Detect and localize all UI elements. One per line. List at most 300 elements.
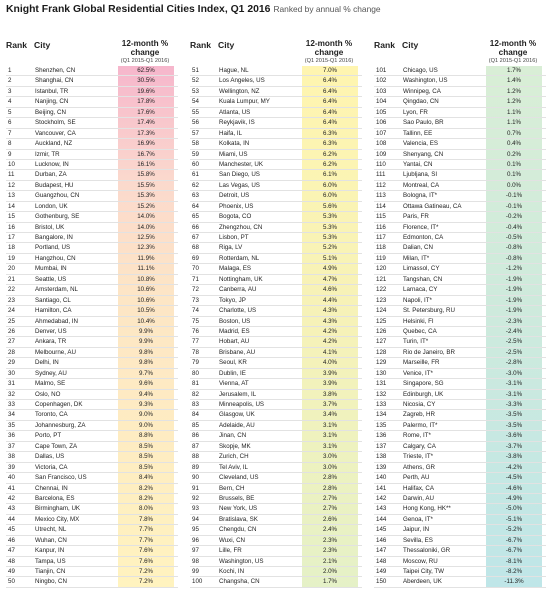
city-cell: Wellington, NZ [219,87,260,95]
city-cell: Calgary, CA [403,442,436,450]
rank-cell: 43 [8,505,15,513]
title-text: Knight Frank Global Residential Cities Index, Q1 2016 [6,4,271,15]
change-cell: -1.9% [505,275,523,283]
city-cell: Canberra, AU [219,286,257,294]
rank-cell: 12 [8,181,15,189]
table-row [6,243,178,253]
city-cell: Hobart, AU [219,338,250,346]
table-row [6,317,178,327]
table-row [374,379,546,389]
table-row [374,369,546,379]
table-row [374,87,546,97]
table-row [374,431,546,441]
rank-cell: 88 [192,453,199,461]
change-cell: -4.6% [505,484,523,492]
city-cell: Oslo, NO [35,390,61,398]
period-header: (Q1 2015-Q1 2016) [120,58,170,64]
change-cell: -2.5% [505,338,523,346]
city-cell: Auckland, NZ [35,140,73,148]
table-row [374,525,546,535]
rank-cell: 86 [192,432,199,440]
rank-cell: 129 [376,359,387,367]
change-cell: 8.8% [138,432,154,440]
table-rows [374,66,546,588]
table-row [6,525,178,535]
rank-cell: 79 [192,359,199,367]
change-cell: 9.8% [138,359,154,367]
table-row [190,317,362,327]
city-cell: Manchester, UK [219,160,264,168]
table-rows [6,66,178,588]
city-cell: Paris, FR [403,213,429,221]
city-cell: Nicosia, CY [403,401,436,408]
table-row [374,296,546,306]
rank-cell: 121 [376,275,387,283]
change-cell: -5.2% [505,526,523,534]
city-cell: Cleveland, US [219,474,259,482]
rank-cell: 98 [192,557,199,565]
table-row [374,76,546,86]
change-cell: 6.4% [322,98,338,106]
change-cell: 6.4% [322,108,338,116]
table-row [6,369,178,379]
rank-cell: 37 [8,442,15,450]
change-cell: -0.8% [505,254,523,262]
city-cell: St. Petersburg, RU [403,307,455,315]
city-cell: Thessaloniki, GR [403,547,451,555]
table-row [374,348,546,358]
change-cell: 2.3% [322,547,338,555]
rank-cell: 15 [8,213,15,221]
change-cell: 16.9% [137,140,155,148]
city-cell: Seattle, US [35,275,67,283]
period-header: (Q1 2015-Q1 2016) [304,58,354,64]
rank-cell: 49 [8,568,15,575]
city-cell: Haifa, IL [219,129,243,137]
rank-cell: 17 [8,234,15,241]
rank-cell: 130 [376,369,387,377]
table-row [6,348,178,358]
change-cell: 5.1% [322,254,338,262]
city-cell: Tokyo, JP [219,296,246,304]
change-cell: 1.1% [506,108,522,116]
change-cell: 4.9% [322,265,338,273]
rank-cell: 11 [8,171,15,179]
change-cell: 6.0% [322,181,338,189]
change-cell: 14.0% [137,223,155,231]
rank-cell: 137 [376,442,387,450]
rank-cell: 34 [8,411,15,419]
city-cell: Edinburgh, UK [403,390,444,398]
change-cell: 8.4% [138,474,154,482]
change-cell: 15.3% [137,192,155,200]
change-cell: 5.2% [322,244,338,252]
rank-cell: 22 [8,286,15,294]
table-row [374,484,546,494]
table-header [374,22,546,66]
city-cell: Helsinki, FI [403,317,434,325]
change-cell: 4.4% [322,296,338,304]
table-row [6,431,178,441]
table-row [374,536,546,546]
rank-cell: 55 [192,108,199,116]
table-row [6,285,178,295]
rank-cell: 112 [376,181,386,189]
rank-cell: 40 [8,474,15,482]
table-row [374,108,546,118]
city-cell: Darwin, AU [403,494,434,502]
city-cell: Portland, US [35,244,71,252]
table-row [6,139,178,149]
change-cell: 2.6% [322,515,338,523]
city-cell: New York, US [219,505,258,513]
rank-cell: 94 [192,515,199,523]
city-cell: Athens, GR [403,463,435,471]
city-cell: Toronto, CA [35,411,68,419]
rank-cell: 147 [376,547,387,555]
rank-cell: 141 [376,484,387,492]
rank-cell: 45 [8,526,15,534]
city-cell: Kolkata, IN [219,140,250,148]
table-row [374,327,546,337]
rank-cell: 41 [8,484,15,492]
city-cell: Sevilla, ES [403,536,433,544]
rank-cell: 73 [192,296,199,304]
city-cell: Brussels, BE [219,494,255,502]
city-cell: Rome, IT* [403,432,431,440]
city-cell: Bangalore, IN [35,234,73,241]
table-row [6,421,178,431]
rank-cell: 131 [376,380,387,388]
rank-cell: 75 [192,317,199,325]
table-row [190,212,362,222]
change-cell: 3.1% [322,442,338,450]
table-row [6,358,178,368]
change-cell: 17.4% [137,119,155,127]
subtitle-text: Ranked by annual % change [273,4,381,14]
table-row [374,170,546,180]
table-row [374,129,546,139]
rank-cell: 81 [192,380,199,388]
rank-cell: 150 [376,578,387,586]
table-row [190,306,362,316]
rank-cell: 90 [192,474,199,482]
table-row [6,202,178,212]
change-cell: 9.9% [138,338,154,346]
rank-cell: 67 [192,234,199,241]
table-row [190,254,362,264]
change-cell: 17.3% [137,129,155,137]
rank-cell: 23 [8,296,15,304]
table-row [6,410,178,420]
rank-cell: 58 [192,140,199,148]
change-cell: 5.3% [322,213,338,221]
rank-cell: 69 [192,254,199,262]
city-cell: Kanpur, IN [35,547,65,555]
city-cell: Bristol, UK [35,223,65,231]
table-row [374,233,546,243]
change-cell: -3.8% [505,453,523,461]
change-header: 12-month % change [489,39,537,57]
change-cell: 9.3% [138,401,154,408]
city-cell: Hong Kong, HK** [403,505,451,513]
rank-cell: 139 [376,463,387,471]
city-cell: Denver, US [35,327,67,335]
rank-cell: 3 [8,87,12,95]
change-cell: 8.2% [138,494,154,502]
table-row [190,181,362,191]
change-cell: 0.4% [506,140,522,148]
rank-cell: 116 [376,223,386,231]
table-row [190,264,362,274]
change-cell: -3.7% [505,442,523,450]
rank-cell: 82 [192,390,199,398]
city-cell: Nanjing, CN [35,98,69,106]
change-cell: 8.5% [138,453,154,461]
table-row [374,504,546,514]
change-cell: 10.8% [137,275,155,283]
change-cell: 9.8% [138,348,154,356]
city-cell: Charlotte, US [219,307,257,315]
city-cell: Perth, AU [403,474,430,482]
city-cell: Winnipeg, CA [403,87,441,95]
table-row [374,442,546,452]
table-row [190,410,362,420]
change-cell: 2.7% [322,505,338,513]
city-cell: Skopje, MK [219,442,251,450]
city-cell: Dalian, CN [403,244,433,252]
city-header: City [218,40,235,50]
rank-cell: 20 [8,265,15,273]
city-cell: Miami, US [219,150,248,158]
rank-cell: 48 [8,557,15,565]
table-row [190,504,362,514]
city-cell: Jinan, CN [219,432,247,440]
city-cell: Stockholm, SE [35,119,76,127]
rank-cell: 78 [192,348,199,356]
rank-cell: 132 [376,390,387,398]
change-cell: -5.1% [505,515,523,523]
table-row [190,536,362,546]
table-row [374,285,546,295]
table-row [374,160,546,170]
rank-cell: 136 [376,432,387,440]
city-cell: Beijing, CN [35,108,66,116]
change-cell: 7.6% [138,557,154,565]
change-cell: 5.6% [322,202,338,210]
change-cell: 1.7% [506,67,522,74]
city-cell: Sao Paulo, BR [403,119,444,127]
table-row [190,525,362,535]
table-row [190,515,362,525]
table-row [190,223,362,233]
table-row [6,170,178,180]
rank-cell: 30 [8,369,15,377]
city-cell: Hangzhou, CN [35,254,76,262]
table-row [374,421,546,431]
city-cell: Changsha, CN [219,578,260,586]
change-cell: 3.9% [322,380,338,388]
city-cell: Valencia, ES [403,140,438,148]
change-cell: 7.7% [138,526,154,534]
city-header: City [402,40,419,50]
rank-cell: 39 [8,463,15,471]
city-cell: Bologna, IT* [403,192,438,200]
rank-cell: 66 [192,223,199,231]
table-row [190,275,362,285]
rank-cell: 122 [376,286,387,294]
change-cell: 3.0% [322,463,338,471]
table-row [374,181,546,191]
city-cell: Tianjin, CN [35,568,66,575]
rank-cell: 8 [8,140,12,148]
change-cell: -1.2% [505,265,523,273]
city-cell: San Francisco, US [35,474,87,482]
rank-cell: 52 [192,77,199,85]
table-row [6,212,178,222]
change-cell: 3.1% [322,421,338,429]
city-cell: San Diego, US [219,171,260,179]
table-row [6,337,178,347]
rank-cell: 46 [8,536,15,544]
table-row [6,473,178,483]
table-row [190,494,362,504]
change-cell: 5.3% [322,223,338,231]
rank-cell: 6 [8,119,12,127]
city-cell: Budapest, HU [35,181,74,189]
city-cell: Lille, FR [219,547,242,555]
rank-cell: 89 [192,463,199,471]
city-cell: Tangshan, CN [403,275,443,283]
rank-cell: 114 [376,202,386,210]
change-cell: -3.1% [505,390,523,398]
rank-cell: 148 [376,557,387,565]
table-row [6,379,178,389]
change-cell: 62.5% [137,67,155,74]
table-row [6,296,178,306]
change-cell: 3.0% [322,453,338,461]
rank-cell: 146 [376,536,387,544]
table-block-3 [374,22,546,588]
table-row [6,150,178,160]
change-cell: 7.2% [138,578,154,586]
table-block-2 [190,22,362,588]
table-row [190,400,362,410]
change-cell: 12.5% [137,234,155,241]
change-cell: 1.2% [506,87,522,95]
rank-cell: 118 [376,244,386,252]
change-cell: -3.5% [505,421,523,429]
city-cell: Aberdeen, UK [403,578,442,586]
period-header: (Q1 2015-Q1 2016) [488,58,538,64]
table-row [190,421,362,431]
rank-cell: 9 [8,150,12,158]
change-cell: 3.4% [322,411,338,419]
change-cell: 1.4% [506,77,522,85]
city-cell: Dublin, IE [219,369,246,377]
rank-cell: 64 [192,202,199,210]
city-cell: Edmonton, CA [403,234,444,241]
city-cell: Jaipur, IN [403,526,430,534]
change-cell: -6.7% [505,547,523,555]
table-row [6,97,178,107]
change-cell: 4.3% [322,307,338,315]
table-header [190,22,362,66]
city-cell: Malmo, SE [35,380,66,388]
table-row [190,108,362,118]
change-cell: 9.9% [138,327,154,335]
change-cell: -0.5% [505,234,523,241]
table-row [190,577,362,587]
table-row [190,97,362,107]
city-cell: Brisbane, AU [219,348,256,356]
table-row [190,170,362,180]
table-row [190,390,362,400]
change-cell: 4.2% [322,338,338,346]
rank-cell: 105 [376,108,387,116]
rank-cell: 124 [376,307,387,315]
city-cell: Nottingham, UK [219,275,263,283]
table-row [374,118,546,128]
rank-cell: 84 [192,411,199,419]
table-row [6,463,178,473]
rank-cell: 123 [376,296,387,304]
change-cell: -1.9% [505,286,523,294]
change-cell: 16.1% [137,160,155,168]
rank-cell: 134 [376,411,387,419]
rank-cell: 80 [192,369,199,377]
change-cell: 9.0% [138,421,154,429]
table-row [374,410,546,420]
city-cell: Phoenix, US [219,202,254,210]
table-row [190,139,362,149]
rank-cell: 38 [8,453,15,461]
rank-cell: 31 [8,380,15,388]
table-row [6,400,178,410]
change-cell: 1.7% [322,578,338,586]
rank-cell: 142 [376,494,387,502]
rank-cell: 7 [8,129,12,137]
city-cell: Washington, US [403,77,448,85]
rank-cell: 119 [376,254,386,262]
city-cell: Washington, US [219,557,264,565]
table-row [374,243,546,253]
table-row [190,484,362,494]
city-cell: Gothenburg, SE [35,213,80,221]
change-cell: 0.7% [506,129,522,137]
rank-cell: 96 [192,536,199,544]
table-row [6,181,178,191]
city-cell: Marseille, FR [403,359,440,367]
change-cell: 15.5% [137,181,155,189]
city-cell: Singapore, SG [403,380,444,388]
rank-cell: 70 [192,265,199,273]
table-row [6,557,178,567]
city-cell: Larnaca, CY [403,286,438,294]
rank-cell: 61 [192,171,199,179]
city-cell: Mexico City, MX [35,515,80,523]
change-cell: -3.3% [505,401,523,408]
city-cell: Jerusalem, IL [219,390,257,398]
table-row [374,463,546,473]
rank-cell: 145 [376,526,387,534]
change-cell: 8.0% [138,505,154,513]
rank-cell: 138 [376,453,387,461]
change-cell: -0.1% [505,202,523,210]
rank-cell: 125 [376,317,387,325]
change-cell: 10.4% [137,317,155,325]
change-cell: 6.1% [322,171,338,179]
